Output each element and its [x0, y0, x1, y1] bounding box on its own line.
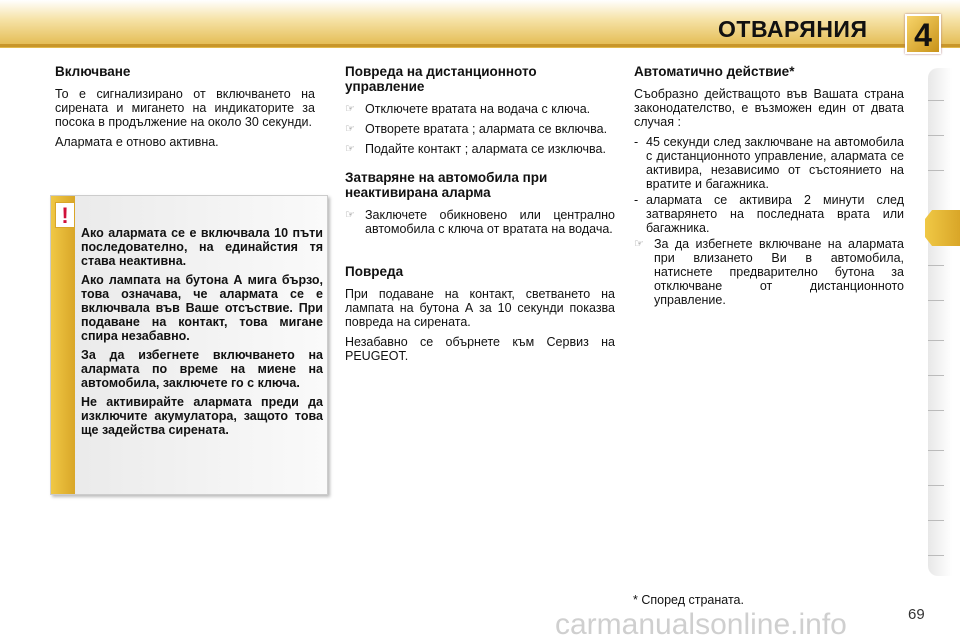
paragraph: Незабавно се обърнете към Сервиз на PEUGEOT. — [345, 335, 615, 363]
tab-divider — [928, 300, 944, 301]
warning-paragraph: За да избегнете включването на алармата по време на миене на автомобила, заключете го с ключа. — [81, 348, 323, 390]
pointing-hand-icon: ☞ — [345, 123, 355, 135]
pointing-hand-icon: ☞ — [634, 238, 644, 250]
warning-strip — [51, 196, 75, 494]
tab-divider — [928, 265, 944, 266]
list-item: За да избегнете включване на алармата при влизането Ви в автомобила, натиснете предварително бутона за отключване от дистанционното управление. — [654, 237, 904, 307]
header-line — [0, 44, 960, 47]
tab-divider — [928, 520, 944, 521]
heading-activation: Включване — [55, 64, 131, 79]
left-column — [55, 64, 315, 155]
list-item: 45 секунди след заключване на автомобила с дистанционното управление, алармата се активира, независимо от състоянието на вратите и багажника. — [646, 135, 904, 191]
dash-mark: - — [634, 135, 639, 149]
dash-mark: - — [634, 193, 639, 207]
warning-paragraph: Ако алармата се е включвала 10 пъти последователно, на единайстия тя става неактивна. — [81, 226, 323, 268]
footnote: * Според страната. — [633, 593, 744, 607]
chapter-tabs-rail — [928, 68, 952, 576]
list-item: алармата се активира 2 минути след затварянето на последната врата или багажника. — [646, 193, 904, 235]
page-number: 69 — [908, 606, 925, 623]
tab-divider — [928, 100, 944, 101]
right-column — [634, 64, 904, 313]
list-item: Отворете вратата ; алармата се включва. — [365, 122, 608, 136]
middle-column — [345, 64, 615, 369]
heading-remote-failure: Повреда на дистанционното управление — [345, 64, 537, 94]
warning-box — [50, 195, 328, 495]
chapter-tab-active[interactable] — [925, 210, 960, 246]
heading-locking: Затваряне на автомобила при неактивирана аларма — [345, 170, 548, 200]
warning-paragraph: Ако лампата на бутона А мига бързо, това означава, че алармата се е включвала във Ваше отсъствие. При подаване на контакт, това мигане спира незабавно. — [81, 273, 323, 343]
pointing-hand-icon: ☞ — [345, 143, 355, 155]
pointing-hand-icon: ☞ — [345, 103, 355, 115]
tab-divider — [928, 555, 944, 556]
paragraph: При подаване на контакт, светването на лампата на бутона А за 10 секунди показва повреда на сирената. — [345, 287, 615, 329]
tab-divider — [928, 340, 944, 341]
chapter-title: ОТВАРЯНИЯ — [718, 16, 868, 42]
tab-divider — [928, 410, 944, 411]
list-item: Подайте контакт ; алармата се изключва. — [365, 142, 606, 156]
watermark: carmanualsonline.info — [555, 608, 847, 641]
pointing-hand-icon: ☞ — [345, 209, 355, 221]
list-item: Отключете вратата на водача с ключа. — [365, 102, 591, 116]
exclamation-icon: ! — [55, 202, 75, 228]
tab-divider — [928, 170, 944, 171]
paragraph: Съобразно действащото във Вашата страна законодателство, е възможен един от двата случая : — [634, 87, 904, 129]
heading-automatic: Автоматично действие* — [634, 64, 795, 79]
tab-divider — [928, 135, 944, 136]
list-item: Заключете обикновено или централно автомобила с ключа от вратата на водача. — [365, 208, 615, 236]
paragraph: Алармата е отново активна. — [55, 135, 219, 149]
warning-paragraph: Не активирайте алармата преди да изключите акумулатора, защото това ще задейства сирената. — [81, 395, 323, 437]
tab-divider — [928, 375, 944, 376]
paragraph: То е сигнализирано от включването на сирената и мигането на индикаторите за посока в продължение на около 30 секунди. — [55, 87, 315, 129]
tab-divider — [928, 485, 944, 486]
tab-divider — [928, 450, 944, 451]
heading-failure: Повреда — [345, 264, 404, 279]
chapter-number: 4 — [905, 14, 941, 54]
